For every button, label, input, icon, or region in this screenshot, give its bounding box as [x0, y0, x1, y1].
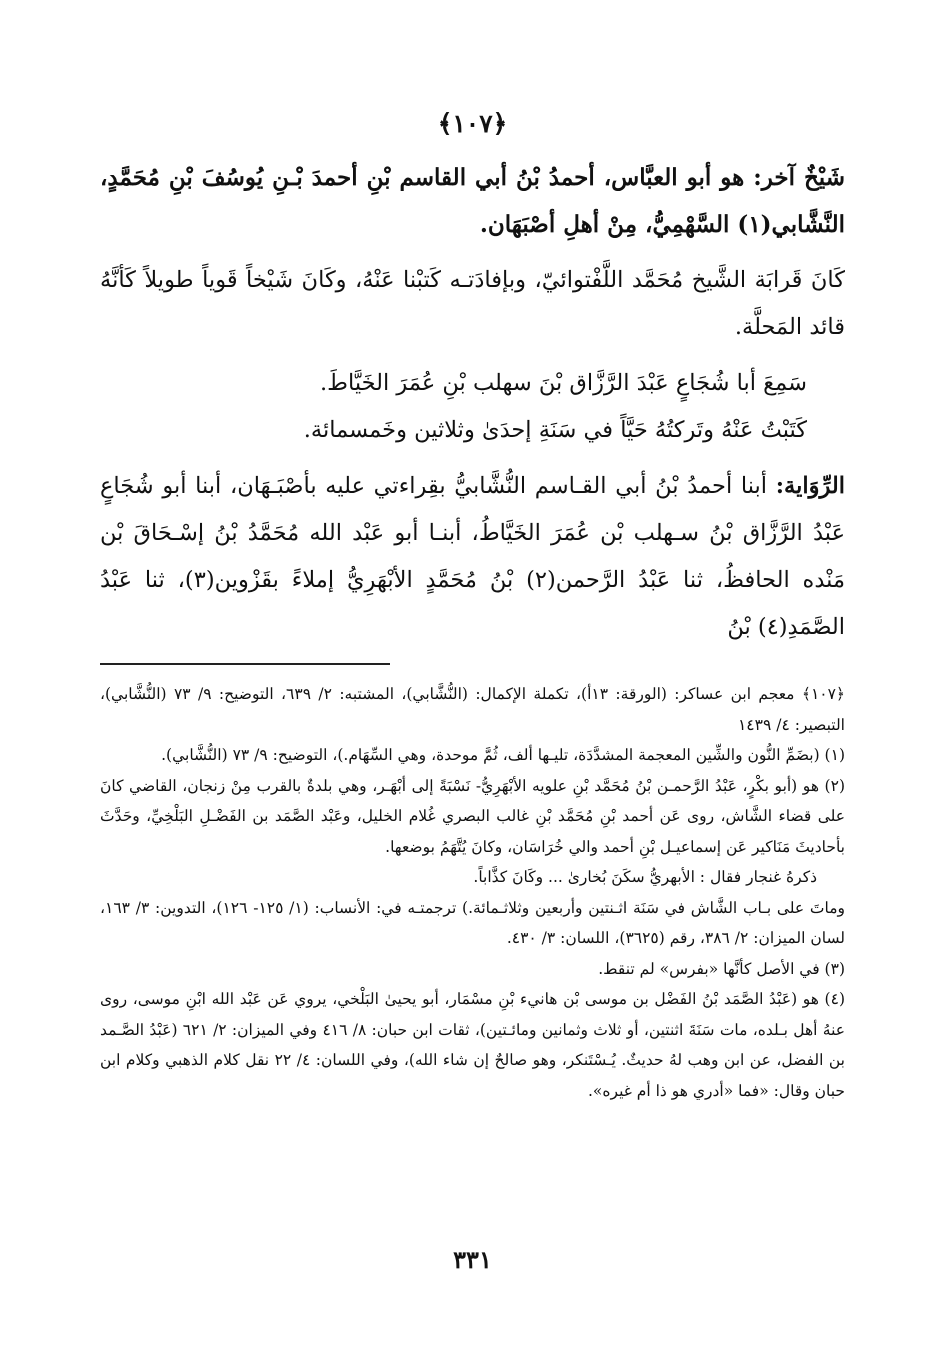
narration-paragraph — [100, 463, 845, 651]
footnote-sources: ﴿١٠٧﴾ معجم ابن عساكر: (الورقة: ١٣أ)، تكملة الإكمال: (النُّشَّابي)، المشتبه: ٢/ ٦٣٩، التوضيح: ٩/ ٧٣ (النُّشَّابي)، التبصير: ٤/ ١٤٣٩ — [100, 685, 846, 734]
narration-text: أبنا أحمدُ بْنُ أبي القـاسم النُّشَّابيُّ بقِراءتي عليه بأصْبَـهَان، أبنا أبو شُجَاعٍ عَبْدُ الرَّزَّاق بْنُ سـهلب بْن عُمَرَ الخَيَّاطُ، أبنـا أبو عَبْد الله مُحَمَّدُ بْنُ إسْـحَاقَ بْن مَنْده الحافظُ، ثنا عَبْدُ الرَّحمن(٢) بْنُ مُحَمَّدٍ الأبْهَرِيُّ إملاءً بقَزْوين(٣)، ثنا عَبْدُ الصَّمَدِ(٤) بْنُ — [100, 473, 846, 640]
footnote-divider — [100, 663, 390, 665]
biography-paragraph: كَانَ قَرابَة الشَّيخ مُحَمَّد اللَّفْتوائيّ، وبإفادَتـه كَتبْنا عَنْهُ، وكَانَ شَيْخاً قَوياً طويلاً كَأنَّهُ قائد المَحلَّة. — [100, 267, 845, 340]
footnote-2-continuation: ذكرهُ غنجار فقال : الأبهريُّ سكَنَ بُخارىٰ ... وكَانَ كذَّاباً. — [473, 868, 817, 886]
entry-number: ﴿١٠٧﴾ — [437, 109, 508, 138]
page-number: ٣٣١ — [453, 1245, 492, 1274]
heard-from-paragraph: سَمِعَ أبا شُجَاعٍ عَبْدَ الرَّزَّاق بْنَ سهلب بْنِ عُمَرَ الخَيَّاطَ. — [320, 370, 807, 396]
footnote-4: (٤) هو (عَبْدُ الصَّمَد بْنُ الفَضْل بن موسى بْن هانيء بْنِ مسْمَار، أبو يحيىٰ البَلْخي، يروي عَن عَبْد الله ابْنِ موسى، روى عنهُ أهل بـلده، مات سَنَةَ اثنتين، أو ثلاث وثمانين ومائـتين)، ثقات ابن حبان: ٨/ ٤١٦ وفي الميزان: ٢/ ٦٢١ (عَبْدُ الصَّـمد بن الفضل، عن ابن وهب لهُ حديثٌ. يُـسْتَنكر، وهو صالحٌ إن شاء الله)، وفي اللسان: ٤/ ٢٢ نقل كلام الذهبي وكلام ابن حبان وقال: «فما «أدري هو ذا أم غيره». — [100, 990, 845, 1100]
narration-label: الرِّوَاية: — [775, 473, 845, 499]
wrote-from-paragraph: كَتَبْتُ عَنْهُ وتَركتُهُ حَيَّاً في سَنَةِ إحدَىٰ وثلاثين وخَمسمائة. — [303, 417, 807, 443]
footnote-2: (٢) هو (أبو بكْرٍ، عَبْدُ الرَّحمـن بْنُ مُحَمَّد بْنِ علويه الأبْهَرِيُّ- نَسْبَةً إلى أبْهَـر، وهي بلدةٌ بالقرب مِنْ زنجان، القاضي كانَ على قضاء الشَّاش، روى عَن أحمد بْنِ مُحَمَّد بْنِ غالب البصري غُلام الخليل، وعَبْد الصَّمَد بن الفَضْـلِ البَلْخِيِّ، وحَدَّثَ بأحاديثَ مَنَاكير عَن إسماعيـل بْنِ أحمد والي خُرَاسَان، وكانَ يُتَّهَمُ بوضعها. — [100, 776, 845, 856]
footnote-3: (٣) في الأصل كأنَّها «بفرس» لم تنقط. — [598, 959, 845, 978]
biography-heading: شَيْخٌ آخر: هو أبو العبَّاس، أحمدُ بْنُ أبي القاسم بْنِ أحمدَ بْـنِ يُوسُفَ بْنِ مُحَمَّدٍ، النَّشَّابي(١) السَّهْمِيُّ، مِنْ أهلِ أصْبَهَان. — [100, 164, 845, 238]
footnote-1: (١) (بضَمِّ النُّون والشِّين المعجمة المشدَّدَة، تليـها ألف، ثُمَّ موحدة، وهي السِّهَام.)، التوضيح: ٩/ ٧٣ (النُّشَّابي). — [161, 746, 845, 764]
footnote-2-references: وماتَ على بـاب الشَّاش في سَنَة اثـنتين وأربعين وثلاثـمائة.) ترجمتـه في: الأنساب: (١/ ١٢٥- ١٢٦)، التدوين: ٣/ ١٦٣، لسان الميزان: ٢/ ٣٨٦، رقم (٣٦٢٥)، اللسان: ٣/ ٤٣٠. — [100, 898, 846, 947]
